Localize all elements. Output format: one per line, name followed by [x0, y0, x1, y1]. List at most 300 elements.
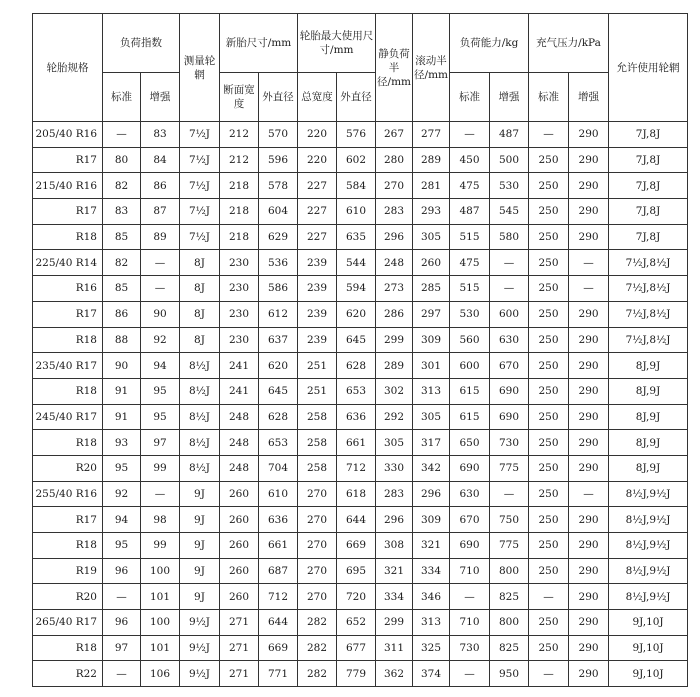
cell-load-capacity-std: 650 — [450, 430, 490, 456]
cell-spec: 255/40 R16 — [33, 481, 103, 507]
table-header — [33, 14, 688, 122]
cell-new-outer-diameter: 604 — [259, 199, 298, 225]
cell-pressure-reinf: 290 — [569, 610, 609, 636]
header-load-capacity: 负荷能力/kg — [450, 14, 529, 73]
cell-load-capacity-std: 710 — [450, 558, 490, 584]
cell-total-width: 251 — [298, 353, 337, 379]
cell-spec: 205/40 R16 — [33, 122, 103, 148]
cell-measuring-rim: 8½J — [180, 378, 220, 404]
cell-load-index-reinf: 92 — [141, 327, 180, 353]
cell-spec: R20 — [33, 584, 103, 610]
cell-load-index-reinf: 83 — [141, 122, 180, 148]
cell-load-index-reinf: — — [141, 481, 180, 507]
cell-new-outer-diameter: 669 — [259, 635, 298, 661]
table-row — [33, 533, 688, 559]
cell-spec: 225/40 R14 — [33, 250, 103, 276]
cell-load-index-reinf: 95 — [141, 378, 180, 404]
cell-load-index-reinf: 100 — [141, 558, 180, 584]
cell-allowed-rim: 8½J,9½J — [609, 533, 688, 559]
cell-new-outer-diameter: 636 — [259, 507, 298, 533]
cell-spec: R17 — [33, 301, 103, 327]
cell-max-outer-diameter: 712 — [337, 455, 376, 481]
cell-static-radius: 292 — [376, 404, 413, 430]
cell-max-outer-diameter: 677 — [337, 635, 376, 661]
cell-rolling-radius: 342 — [413, 455, 450, 481]
cell-load-index-reinf: 86 — [141, 173, 180, 199]
cell-load-capacity-std: 615 — [450, 378, 490, 404]
cell-section-width: 218 — [220, 199, 259, 225]
cell-load-index-std: 95 — [103, 455, 141, 481]
cell-load-capacity-reinf: 580 — [490, 224, 529, 250]
cell-rolling-radius: 321 — [413, 533, 450, 559]
cell-pressure-std: 250 — [529, 558, 569, 584]
table-row — [33, 404, 688, 430]
cell-load-index-reinf: 101 — [141, 635, 180, 661]
cell-total-width: 270 — [298, 558, 337, 584]
header-pressure-standard: 标准 — [529, 73, 569, 122]
tire-spec-sheet — [32, 13, 687, 687]
cell-load-index-std: — — [103, 584, 141, 610]
cell-total-width: 220 — [298, 122, 337, 148]
cell-section-width: 248 — [220, 404, 259, 430]
cell-new-outer-diameter: 637 — [259, 327, 298, 353]
cell-load-capacity-reinf: — — [490, 276, 529, 302]
cell-measuring-rim: 9J — [180, 558, 220, 584]
cell-static-radius: 299 — [376, 327, 413, 353]
cell-measuring-rim: 7½J — [180, 199, 220, 225]
cell-total-width: 239 — [298, 250, 337, 276]
cell-spec: R18 — [33, 224, 103, 250]
cell-rolling-radius: 334 — [413, 558, 450, 584]
cell-spec: R18 — [33, 533, 103, 559]
cell-total-width: 270 — [298, 481, 337, 507]
cell-pressure-reinf: 290 — [569, 404, 609, 430]
cell-spec: 265/40 R17 — [33, 610, 103, 636]
cell-pressure-reinf: 290 — [569, 199, 609, 225]
cell-allowed-rim: 8½J,9½J — [609, 584, 688, 610]
cell-load-capacity-reinf: 800 — [490, 558, 529, 584]
cell-spec: R22 — [33, 661, 103, 687]
cell-new-outer-diameter: 596 — [259, 147, 298, 173]
cell-load-index-std: 96 — [103, 610, 141, 636]
cell-total-width: 258 — [298, 455, 337, 481]
cell-section-width: 212 — [220, 147, 259, 173]
cell-load-capacity-reinf: 690 — [490, 378, 529, 404]
cell-static-radius: 248 — [376, 250, 413, 276]
cell-rolling-radius: 293 — [413, 199, 450, 225]
cell-total-width: 270 — [298, 507, 337, 533]
cell-load-capacity-reinf: 825 — [490, 584, 529, 610]
cell-load-index-std: 80 — [103, 147, 141, 173]
cell-load-index-std: 96 — [103, 558, 141, 584]
cell-pressure-std: 250 — [529, 147, 569, 173]
cell-load-capacity-reinf: — — [490, 481, 529, 507]
cell-load-index-reinf: 84 — [141, 147, 180, 173]
cell-load-capacity-reinf: 600 — [490, 301, 529, 327]
header-total-width: 总宽度 — [298, 73, 337, 122]
table-row — [33, 378, 688, 404]
cell-allowed-rim: 7½J,8½J — [609, 250, 688, 276]
cell-spec: 235/40 R17 — [33, 353, 103, 379]
cell-measuring-rim: 9J — [180, 507, 220, 533]
table-row — [33, 455, 688, 481]
cell-pressure-reinf: 290 — [569, 558, 609, 584]
cell-allowed-rim: 8J,9J — [609, 404, 688, 430]
table-row — [33, 173, 688, 199]
cell-section-width: 248 — [220, 430, 259, 456]
cell-load-index-std: 90 — [103, 353, 141, 379]
cell-load-capacity-std: 730 — [450, 635, 490, 661]
cell-load-index-std: 85 — [103, 224, 141, 250]
cell-spec: R16 — [33, 276, 103, 302]
cell-load-index-std: — — [103, 122, 141, 148]
cell-load-capacity-reinf: 530 — [490, 173, 529, 199]
cell-new-outer-diameter: 620 — [259, 353, 298, 379]
cell-rolling-radius: 285 — [413, 276, 450, 302]
cell-load-index-std: 94 — [103, 507, 141, 533]
cell-new-outer-diameter: 704 — [259, 455, 298, 481]
cell-load-capacity-reinf: 630 — [490, 327, 529, 353]
cell-static-radius: 296 — [376, 224, 413, 250]
cell-max-outer-diameter: 653 — [337, 378, 376, 404]
cell-spec: 245/40 R17 — [33, 404, 103, 430]
cell-total-width: 227 — [298, 224, 337, 250]
cell-pressure-reinf: 290 — [569, 122, 609, 148]
cell-static-radius: 334 — [376, 584, 413, 610]
cell-total-width: 251 — [298, 378, 337, 404]
table-row — [33, 661, 688, 687]
cell-max-outer-diameter: 620 — [337, 301, 376, 327]
table-row — [33, 353, 688, 379]
cell-pressure-reinf: 290 — [569, 327, 609, 353]
cell-load-capacity-reinf: 487 — [490, 122, 529, 148]
cell-load-index-std: — — [103, 661, 141, 687]
cell-load-index-reinf: 101 — [141, 584, 180, 610]
table-row — [33, 276, 688, 302]
table-row — [33, 250, 688, 276]
table-row — [33, 199, 688, 225]
cell-load-capacity-reinf: 750 — [490, 507, 529, 533]
table-row — [33, 481, 688, 507]
cell-load-index-reinf: 94 — [141, 353, 180, 379]
cell-total-width: 220 — [298, 147, 337, 173]
cell-pressure-std: 250 — [529, 610, 569, 636]
cell-load-index-reinf: 99 — [141, 533, 180, 559]
cell-static-radius: 270 — [376, 173, 413, 199]
cell-section-width: 218 — [220, 173, 259, 199]
cell-load-index-reinf: 98 — [141, 507, 180, 533]
cell-pressure-std: 250 — [529, 276, 569, 302]
header-spec: 轮胎规格 — [33, 14, 103, 122]
cell-load-capacity-std: 615 — [450, 404, 490, 430]
cell-static-radius: 296 — [376, 507, 413, 533]
cell-load-index-std: 92 — [103, 481, 141, 507]
cell-pressure-std: 250 — [529, 327, 569, 353]
cell-total-width: 282 — [298, 610, 337, 636]
table-row — [33, 147, 688, 173]
cell-measuring-rim: 8J — [180, 276, 220, 302]
cell-load-index-reinf: 106 — [141, 661, 180, 687]
cell-allowed-rim: 8J,9J — [609, 430, 688, 456]
cell-spec: R18 — [33, 378, 103, 404]
cell-pressure-reinf: 290 — [569, 635, 609, 661]
header-load-capacity-reinforced: 增强 — [490, 73, 529, 122]
cell-allowed-rim: 8½J,9½J — [609, 481, 688, 507]
cell-section-width: 260 — [220, 481, 259, 507]
cell-allowed-rim: 7½J,8½J — [609, 301, 688, 327]
cell-allowed-rim: 9J,10J — [609, 661, 688, 687]
cell-static-radius: 286 — [376, 301, 413, 327]
table-body — [33, 122, 688, 687]
cell-pressure-reinf: 290 — [569, 353, 609, 379]
cell-section-width: 230 — [220, 276, 259, 302]
cell-new-outer-diameter: 661 — [259, 533, 298, 559]
cell-new-outer-diameter: 578 — [259, 173, 298, 199]
cell-pressure-reinf: 290 — [569, 584, 609, 610]
cell-pressure-reinf: 290 — [569, 224, 609, 250]
cell-rolling-radius: 260 — [413, 250, 450, 276]
cell-section-width: 271 — [220, 661, 259, 687]
cell-pressure-std: 250 — [529, 430, 569, 456]
cell-max-outer-diameter: 584 — [337, 173, 376, 199]
cell-load-capacity-std: 475 — [450, 173, 490, 199]
cell-load-capacity-std: — — [450, 584, 490, 610]
cell-load-capacity-std: 690 — [450, 455, 490, 481]
cell-rolling-radius: 277 — [413, 122, 450, 148]
cell-allowed-rim: 7½J,8½J — [609, 327, 688, 353]
header-static-radius: 静负荷半径/mm — [376, 14, 413, 122]
table-row — [33, 507, 688, 533]
cell-static-radius: 280 — [376, 147, 413, 173]
cell-new-outer-diameter: 645 — [259, 378, 298, 404]
cell-allowed-rim: 8J,9J — [609, 353, 688, 379]
cell-max-outer-diameter: 720 — [337, 584, 376, 610]
header-load-index: 负荷指数 — [103, 14, 180, 73]
cell-static-radius: 321 — [376, 558, 413, 584]
cell-section-width: 260 — [220, 584, 259, 610]
cell-load-capacity-std: 487 — [450, 199, 490, 225]
cell-spec: R18 — [33, 327, 103, 353]
cell-load-capacity-std: 690 — [450, 533, 490, 559]
cell-measuring-rim: 9½J — [180, 610, 220, 636]
cell-load-capacity-reinf: 500 — [490, 147, 529, 173]
cell-section-width: 230 — [220, 301, 259, 327]
table-row — [33, 224, 688, 250]
cell-measuring-rim: 9½J — [180, 661, 220, 687]
cell-static-radius: 311 — [376, 635, 413, 661]
cell-pressure-std: — — [529, 584, 569, 610]
cell-pressure-std: — — [529, 661, 569, 687]
cell-load-index-reinf: 87 — [141, 199, 180, 225]
cell-measuring-rim: 9½J — [180, 635, 220, 661]
cell-load-index-std: 95 — [103, 533, 141, 559]
cell-section-width: 260 — [220, 558, 259, 584]
cell-load-capacity-std: 515 — [450, 224, 490, 250]
cell-load-capacity-reinf: — — [490, 250, 529, 276]
cell-allowed-rim: 7J,8J — [609, 224, 688, 250]
cell-new-outer-diameter: 653 — [259, 430, 298, 456]
cell-pressure-std: 250 — [529, 481, 569, 507]
cell-section-width: 260 — [220, 533, 259, 559]
cell-new-outer-diameter: 687 — [259, 558, 298, 584]
cell-allowed-rim: 8J,9J — [609, 378, 688, 404]
cell-static-radius: 299 — [376, 610, 413, 636]
cell-load-index-std: 85 — [103, 276, 141, 302]
cell-rolling-radius: 313 — [413, 378, 450, 404]
cell-measuring-rim: 9J — [180, 584, 220, 610]
cell-rolling-radius: 325 — [413, 635, 450, 661]
header-load-index-reinforced: 增强 — [141, 73, 180, 122]
cell-load-capacity-std: 515 — [450, 276, 490, 302]
cell-static-radius: 308 — [376, 533, 413, 559]
table-row — [33, 327, 688, 353]
cell-max-outer-diameter: 645 — [337, 327, 376, 353]
table-row — [33, 558, 688, 584]
table-row — [33, 122, 688, 148]
cell-section-width: 271 — [220, 635, 259, 661]
header-load-capacity-standard: 标准 — [450, 73, 490, 122]
cell-rolling-radius: 305 — [413, 404, 450, 430]
cell-total-width: 239 — [298, 327, 337, 353]
cell-load-capacity-reinf: 545 — [490, 199, 529, 225]
cell-load-index-reinf: — — [141, 276, 180, 302]
cell-pressure-reinf: 290 — [569, 147, 609, 173]
cell-load-index-std: 86 — [103, 301, 141, 327]
cell-static-radius: 302 — [376, 378, 413, 404]
cell-total-width: 270 — [298, 584, 337, 610]
cell-static-radius: 330 — [376, 455, 413, 481]
cell-measuring-rim: 9J — [180, 533, 220, 559]
header-measuring-rim: 测量轮辋 — [180, 14, 220, 122]
cell-total-width: 258 — [298, 404, 337, 430]
cell-load-index-reinf: 99 — [141, 455, 180, 481]
cell-load-index-reinf: — — [141, 250, 180, 276]
cell-allowed-rim: 7J,8J — [609, 173, 688, 199]
cell-load-capacity-std: 450 — [450, 147, 490, 173]
cell-measuring-rim: 7½J — [180, 224, 220, 250]
cell-load-index-reinf: 97 — [141, 430, 180, 456]
header-new-tire-size: 新胎尺寸/mm — [220, 14, 298, 73]
cell-pressure-reinf: 290 — [569, 430, 609, 456]
cell-static-radius: 305 — [376, 430, 413, 456]
cell-new-outer-diameter: 570 — [259, 122, 298, 148]
cell-max-outer-diameter: 610 — [337, 199, 376, 225]
cell-allowed-rim: 7J,8J — [609, 122, 688, 148]
cell-pressure-std: 250 — [529, 173, 569, 199]
cell-total-width: 227 — [298, 199, 337, 225]
cell-load-capacity-reinf: 775 — [490, 455, 529, 481]
cell-total-width: 239 — [298, 276, 337, 302]
cell-static-radius: 283 — [376, 199, 413, 225]
cell-spec: R19 — [33, 558, 103, 584]
cell-measuring-rim: 7½J — [180, 147, 220, 173]
cell-pressure-reinf: 290 — [569, 507, 609, 533]
header-pressure-reinforced: 增强 — [569, 73, 609, 122]
cell-static-radius: 283 — [376, 481, 413, 507]
cell-pressure-std: 250 — [529, 404, 569, 430]
header-inflation-pressure: 充气压力/kPa — [529, 14, 609, 73]
cell-new-outer-diameter: 771 — [259, 661, 298, 687]
cell-load-capacity-reinf: 670 — [490, 353, 529, 379]
cell-rolling-radius: 289 — [413, 147, 450, 173]
cell-rolling-radius: 305 — [413, 224, 450, 250]
cell-load-index-std: 93 — [103, 430, 141, 456]
cell-measuring-rim: 8J — [180, 327, 220, 353]
cell-pressure-std: 250 — [529, 224, 569, 250]
cell-pressure-reinf: 290 — [569, 173, 609, 199]
cell-allowed-rim: 7½J,8½J — [609, 276, 688, 302]
cell-measuring-rim: 8½J — [180, 430, 220, 456]
cell-allowed-rim: 8½J,9½J — [609, 507, 688, 533]
header-rolling-radius: 滚动半径/mm — [413, 14, 450, 122]
cell-load-index-std: 91 — [103, 404, 141, 430]
cell-new-outer-diameter: 644 — [259, 610, 298, 636]
cell-new-outer-diameter: 629 — [259, 224, 298, 250]
cell-section-width: 271 — [220, 610, 259, 636]
cell-spec: R18 — [33, 635, 103, 661]
cell-load-capacity-std: 560 — [450, 327, 490, 353]
cell-max-outer-diameter: 544 — [337, 250, 376, 276]
table-row — [33, 301, 688, 327]
cell-new-outer-diameter: 612 — [259, 301, 298, 327]
cell-total-width: 258 — [298, 430, 337, 456]
cell-static-radius: 273 — [376, 276, 413, 302]
cell-load-index-std: 83 — [103, 199, 141, 225]
cell-measuring-rim: 8J — [180, 250, 220, 276]
cell-measuring-rim: 8J — [180, 301, 220, 327]
cell-load-capacity-reinf: 730 — [490, 430, 529, 456]
cell-load-index-reinf: 90 — [141, 301, 180, 327]
cell-load-capacity-std: — — [450, 661, 490, 687]
cell-rolling-radius: 281 — [413, 173, 450, 199]
cell-rolling-radius: 296 — [413, 481, 450, 507]
cell-spec: R20 — [33, 455, 103, 481]
cell-measuring-rim: 8½J — [180, 455, 220, 481]
cell-max-outer-diameter: 644 — [337, 507, 376, 533]
cell-pressure-reinf: 290 — [569, 533, 609, 559]
cell-pressure-reinf: 290 — [569, 661, 609, 687]
cell-load-capacity-reinf: 950 — [490, 661, 529, 687]
cell-measuring-rim: 8½J — [180, 353, 220, 379]
cell-load-capacity-reinf: 800 — [490, 610, 529, 636]
cell-static-radius: 289 — [376, 353, 413, 379]
cell-pressure-std: 250 — [529, 455, 569, 481]
cell-load-capacity-std: 530 — [450, 301, 490, 327]
cell-rolling-radius: 313 — [413, 610, 450, 636]
cell-section-width: 260 — [220, 507, 259, 533]
table-row — [33, 635, 688, 661]
cell-max-outer-diameter: 594 — [337, 276, 376, 302]
cell-load-capacity-reinf: 690 — [490, 404, 529, 430]
cell-load-capacity-reinf: 825 — [490, 635, 529, 661]
cell-allowed-rim: 7J,8J — [609, 199, 688, 225]
header-section-width: 断面宽度 — [220, 73, 259, 122]
cell-max-outer-diameter: 661 — [337, 430, 376, 456]
cell-allowed-rim: 7J,8J — [609, 147, 688, 173]
cell-allowed-rim: 8J,9J — [609, 455, 688, 481]
cell-pressure-reinf: 290 — [569, 301, 609, 327]
cell-max-outer-diameter: 695 — [337, 558, 376, 584]
cell-total-width: 239 — [298, 301, 337, 327]
cell-spec: R17 — [33, 199, 103, 225]
cell-max-outer-diameter: 652 — [337, 610, 376, 636]
cell-spec: R18 — [33, 430, 103, 456]
cell-section-width: 230 — [220, 250, 259, 276]
tire-spec-table — [32, 13, 688, 687]
cell-pressure-std: 250 — [529, 378, 569, 404]
header-allowed-rim: 允许使用轮辋 — [609, 14, 688, 122]
cell-new-outer-diameter: 610 — [259, 481, 298, 507]
